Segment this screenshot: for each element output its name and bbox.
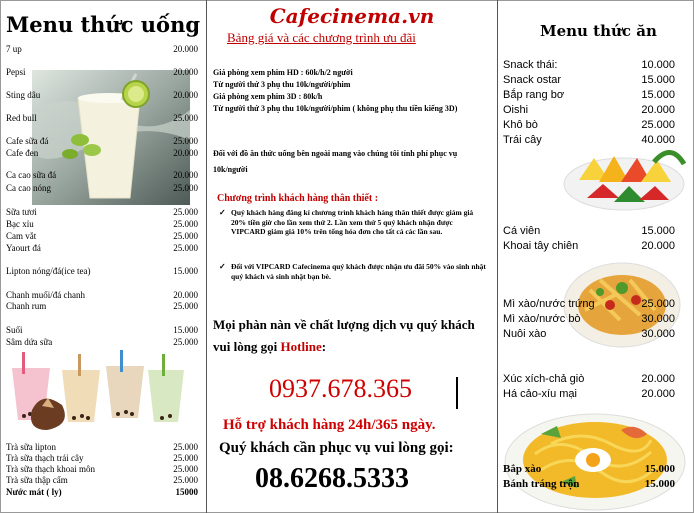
- food-item-name: Trái cây: [503, 134, 542, 146]
- food-column: [497, 0, 694, 513]
- drinks-item-name: Trà sữa thạch trái cây: [6, 453, 84, 463]
- noodle-bowl-image: [501, 404, 689, 512]
- info-line: Từ người thứ 3 phụ thu 10k/người/phim ( không phụ thu tiền kiếng 3D): [213, 104, 458, 113]
- food-item-name: Snack ostar: [503, 74, 562, 86]
- drinks-item-name: Chanh rum: [6, 301, 47, 311]
- drinks-item-price: 20.000: [173, 148, 198, 158]
- drinks-item-price: 20.000: [173, 290, 198, 300]
- loyalty-item: [219, 208, 489, 237]
- food-item-name: Mì xào/nước trứng: [503, 298, 595, 310]
- drinks-item-name: Lipton nóng/đá(ice tea): [6, 266, 91, 276]
- drinks-item-price: 25.000: [173, 243, 198, 253]
- drinks-item-price: 25.000: [173, 475, 198, 485]
- drinks-item-price: 20.000: [173, 67, 198, 77]
- drinks-item-price: 25.000: [173, 183, 198, 193]
- complaint-body: Mọi phàn nàn về chất lượng dịch vụ quý khách vui lòng gọi: [213, 317, 475, 354]
- check-icon: ✓: [219, 208, 226, 217]
- info-line: Giá phòng xem phim 3D : 80k/h: [213, 92, 323, 101]
- drinks-title: Menu thức uống: [6, 12, 201, 37]
- food-item-name: Bánh tráng trộn: [503, 478, 580, 490]
- drinks-item-name: Pepsi: [6, 67, 26, 77]
- hotline-colon: :: [321, 339, 327, 354]
- drinks-item-name: Yaourt đá: [6, 243, 41, 253]
- food-item-price: 15.000: [644, 463, 675, 475]
- drinks-item-name: Sâm dứa sữa: [6, 337, 53, 347]
- service-number: 08.6268.5333: [255, 463, 409, 494]
- food-item-price: 15.000: [641, 89, 675, 101]
- info-line: Giá phòng xem phim HD : 60k/h/2 người: [213, 68, 353, 77]
- food-item-price: 20.000: [641, 388, 675, 400]
- drinks-item-price: 25.000: [173, 301, 198, 311]
- food-item-price: 15.000: [641, 225, 675, 237]
- drinks-item-price: 25.000: [173, 337, 198, 347]
- drinks-item-name: Ca cao sữa đá: [6, 170, 57, 180]
- food-item-price: 30.000: [641, 328, 675, 340]
- food-item-name: Cá viên: [503, 225, 541, 237]
- food-item-name: Khoai tây chiên: [503, 240, 579, 252]
- food-item-name: Snack thái:: [503, 59, 558, 71]
- food-item-price: 10.000: [641, 59, 675, 71]
- food-item-name: Nuôi xào: [503, 328, 547, 340]
- drinks-item-price: 25.000: [173, 442, 198, 452]
- smoothie-image: [32, 70, 190, 205]
- food-item-name: Xúc xích-chả giò: [503, 373, 585, 385]
- brand-title: Cafecinema.vn: [269, 4, 435, 28]
- drinks-item-price: 25.000: [173, 207, 198, 217]
- drinks-item-price: 20.000: [173, 44, 198, 54]
- complaint-text: [213, 314, 493, 358]
- drinks-item-name: Sting dâu: [6, 90, 41, 100]
- drinks-item-name: Trà sữa thạch khoai môn: [6, 464, 96, 474]
- drinks-item-price: 20.000: [173, 170, 198, 180]
- drinks-item-price: 25.000: [173, 136, 198, 146]
- drinks-item-name: Nước mát ( ly): [6, 487, 62, 497]
- drinks-item-price: 20.000: [173, 90, 198, 100]
- food-title: Menu thức ăn: [540, 22, 657, 40]
- drinks-item-price: 25.000: [173, 453, 198, 463]
- drinks-item-price: 15.000: [173, 266, 198, 276]
- info-column: [207, 0, 497, 513]
- food-item-name: Oishi: [503, 104, 529, 116]
- drinks-item-name: Ca cao nóng: [6, 183, 51, 193]
- food-item-name: Mì xào/nước bò: [503, 313, 581, 325]
- loyalty-item-text: Quý khách hàng đăng kí chương trình khách hàng thân thiết được giảm giá 20% tiền giờ cho lần xem thứ 2. Lần xem thứ 5 quý khách nhận được VIPCARD giảm giá 10% trên tổng hóa đơn cho tất cả các lần sau.: [231, 208, 474, 236]
- food-item-price: 25.000: [641, 119, 675, 131]
- price-subtitle: Bảng giá và các chương trình ưu đãi: [227, 30, 416, 45]
- drinks-item-name: 7 up: [6, 44, 22, 54]
- drinks-item-name: Cafe sữa đá: [6, 136, 49, 146]
- food-item-price: 30.000: [641, 313, 675, 325]
- food-item-price: 20.000: [641, 104, 675, 116]
- food-item-price: 15.000: [644, 478, 675, 490]
- drinks-item-name: Bạc xỉu: [6, 219, 34, 229]
- hotline-number: 0937.678.365: [269, 374, 412, 403]
- drinks-item-name: Trà sữa lipton: [6, 442, 57, 452]
- support-text: Hỗ trợ khách hàng 24h/365 ngày.: [223, 417, 436, 433]
- text-cursor: [456, 377, 458, 409]
- info-line: Từ người thứ 3 phụ thu 10k/người/phim: [213, 80, 351, 89]
- outside-food-note: Đối với đồ ăn thức uống bên ngoài mang vào chúng tôi tính phí phục vụ 10k/người: [213, 149, 458, 174]
- loyalty-item: [219, 262, 489, 281]
- drinks-item-name: Suối: [6, 325, 23, 335]
- drinks-item-price: 25.000: [173, 464, 198, 474]
- food-item-name: Há cảo-xíu mại: [503, 388, 577, 400]
- food-item-price: 15.000: [641, 74, 675, 86]
- food-item-name: Bắp xào: [503, 463, 542, 475]
- food-item-price: 25.000: [641, 298, 675, 310]
- hotline-label: Hotline: [280, 339, 322, 354]
- loyalty-title: Chương trình khách hàng thân thiết :: [217, 193, 379, 204]
- loyalty-item-text: Đối với VIPCARD Cafecinema quý khách được nhận ưu đãi 50% vào sinh nhật quý khách và sinh nhật bạn bè.: [231, 262, 486, 281]
- drinks-item-name: Cafe đen: [6, 148, 39, 158]
- drinks-item-name: Cam vắt: [6, 231, 37, 241]
- drinks-item-price: 25.000: [173, 113, 198, 123]
- food-item-price: 20.000: [641, 240, 675, 252]
- drinks-item-name: Sữa tươi: [6, 207, 37, 217]
- drinks-item-price: 25.000: [173, 231, 198, 241]
- check-icon: ✓: [219, 262, 226, 271]
- milk-tea-image: [2, 350, 198, 435]
- drinks-item-price: 25.000: [173, 219, 198, 229]
- drinks-column: [0, 0, 206, 513]
- food-item-price: 20.000: [641, 373, 675, 385]
- drinks-item-name: Red bull: [6, 113, 37, 123]
- food-item-name: Khô bò: [503, 119, 538, 131]
- service-text: Quý khách cần phục vụ vui lòng gọi:: [219, 440, 454, 456]
- food-item-price: 40.000: [641, 134, 675, 146]
- drinks-item-name: Trà sữa thập cẩm: [6, 475, 68, 485]
- food-item-name: Bắp rang bơ: [503, 89, 565, 101]
- drinks-item-name: Chanh muối/đá chanh: [6, 290, 85, 300]
- drinks-item-price: 15000: [175, 487, 198, 497]
- drinks-item-price: 15.000: [173, 325, 198, 335]
